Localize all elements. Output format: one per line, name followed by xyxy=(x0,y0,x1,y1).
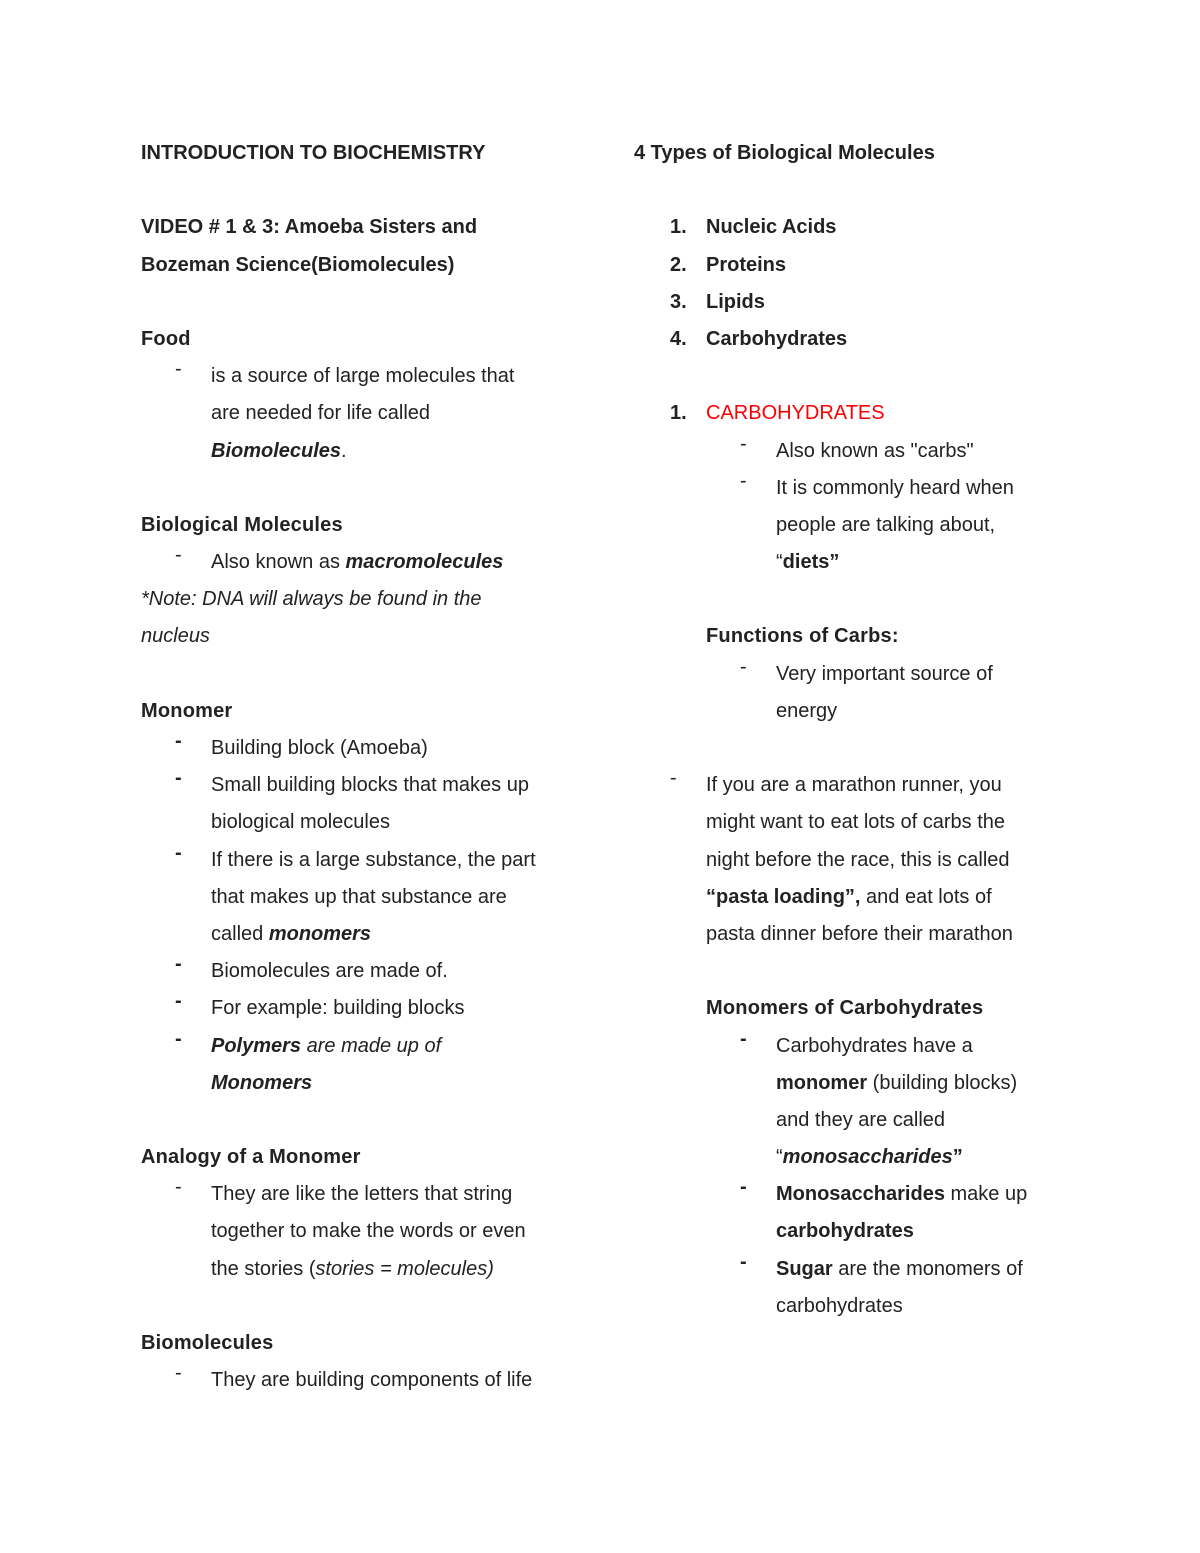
bullet-text: “monosaccharides” xyxy=(776,1146,963,1169)
bullet-text: Monosaccharides make up xyxy=(776,1183,1028,1206)
types-list-item: 3. Lipids xyxy=(670,290,765,313)
monomer-bullet xyxy=(141,990,581,1027)
monomer-bullet xyxy=(141,842,581,954)
bullet-text: Biomolecules. xyxy=(211,439,347,462)
carbohydrates-heading: 1. CARBOHYDRATES xyxy=(670,402,885,425)
bullet-text: Also known as macromolecules xyxy=(211,551,504,574)
bullet-dash: - xyxy=(740,1176,747,1199)
analogy-bullet xyxy=(141,1176,581,1288)
biomolecules-heading: Biomolecules xyxy=(141,1332,274,1354)
biomolecules-bullet xyxy=(141,1362,581,1399)
bullet-dash: - xyxy=(175,1362,182,1385)
bio-bullet xyxy=(141,544,581,581)
bullet-text: called monomers xyxy=(211,922,372,945)
bullet-text: is a source of large molecules that xyxy=(211,365,515,388)
bullet-text: If there is a large substance, the part xyxy=(211,848,536,871)
bullet-text: Small building blocks that makes up xyxy=(211,774,529,797)
term: Sugar xyxy=(776,1257,833,1280)
right-column xyxy=(634,135,1074,1325)
marathon-bullet xyxy=(634,767,1074,953)
bullet-text: Also known as "carbs" xyxy=(776,439,974,462)
bullet-text: might want to eat lots of carbs the xyxy=(706,811,1006,834)
types-list-item: 1. Nucleic Acids xyxy=(670,216,837,239)
monomers-bullet xyxy=(634,1176,1074,1250)
analogy-heading: Analogy of a Monomer xyxy=(141,1146,361,1169)
bullet-dash: - xyxy=(175,1176,182,1199)
bullet-dash: - xyxy=(740,432,747,455)
types-list-item: 4. Carbohydrates xyxy=(670,327,848,350)
bullet-text: Very important source of xyxy=(776,662,993,685)
types-list-item: 2. Proteins xyxy=(670,253,787,276)
monomer-bullet xyxy=(141,767,581,841)
term: diets xyxy=(782,551,830,574)
bullet-text: monomer (building blocks) xyxy=(776,1071,1018,1094)
bullet-text: that makes up that substance are xyxy=(211,885,507,908)
monomers-of-carbs-heading: Monomers of Carbohydrates xyxy=(706,997,984,1020)
bullet-dash: - xyxy=(175,953,182,976)
note: nucleus xyxy=(141,625,210,648)
bullet-text: They are like the letters that string xyxy=(211,1183,513,1206)
monomer-bullet xyxy=(141,953,581,990)
term: “pasta loading”, xyxy=(706,885,861,908)
bullet-text: carbohydrates xyxy=(776,1294,903,1317)
term: monomer xyxy=(776,1071,868,1094)
bullet-text: pasta dinner before their marathon xyxy=(706,922,1013,945)
bullet-text: Carbohydrates have a xyxy=(776,1034,973,1057)
monomer-bullet xyxy=(141,1028,581,1102)
bullet-dash: - xyxy=(740,469,747,492)
bullet-text: the stories (stories = molecules) xyxy=(211,1257,494,1280)
bullet-dash: - xyxy=(740,1250,747,1273)
left-column xyxy=(141,135,581,1399)
bullet-text: are needed for life called xyxy=(211,402,431,425)
bullet-dash: - xyxy=(175,544,182,567)
bullet-text: “pasta loading”, and eat lots of xyxy=(706,885,992,908)
bullet-dash: - xyxy=(740,655,747,678)
bullet-text: Sugar are the monomers of xyxy=(776,1257,1023,1280)
bullet-dash: - xyxy=(175,990,182,1013)
bullet-text: and they are called xyxy=(776,1108,946,1131)
video-line: VIDEO # 1 & 3: Amoeba Sisters and xyxy=(141,216,478,239)
term: Monomers xyxy=(211,1071,313,1094)
term: Monosaccharides xyxy=(776,1183,945,1206)
types-title: 4 Types of Biological Molecules xyxy=(634,142,935,164)
term: monosaccharides xyxy=(782,1146,953,1169)
bullet-dash: - xyxy=(175,767,182,790)
term: monomers xyxy=(268,922,372,945)
bullet-dash: - xyxy=(670,767,677,790)
term: macromolecules xyxy=(345,551,504,574)
bullet-text: They are building components of life xyxy=(211,1369,533,1392)
carbs-bullet xyxy=(634,470,1074,582)
biological-molecules-heading: Biological Molecules xyxy=(141,513,343,536)
term: carbohydrates xyxy=(776,1220,914,1243)
carbs-bullet xyxy=(634,433,1074,470)
bullet-text: Building block (Amoeba) xyxy=(211,737,428,759)
bullet-text: For example: building blocks xyxy=(211,997,465,1020)
bullet-text: It is commonly heard when xyxy=(776,476,1014,499)
bullet-text: If you are a marathon runner, you xyxy=(706,774,1002,797)
monomers-bullet xyxy=(634,1251,1074,1325)
document-title: INTRODUCTION TO BIOCHEMISTRY xyxy=(141,142,486,164)
bullet-text: people are talking about, xyxy=(776,513,996,536)
monomer-bullet xyxy=(141,730,581,767)
bullet-dash: - xyxy=(175,1027,182,1050)
monomer-heading: Monomer xyxy=(141,699,233,722)
bullet-text: energy xyxy=(776,699,838,722)
bullet-text: Polymers are made up of xyxy=(211,1034,442,1057)
bullet-text: Biomolecules are made of. xyxy=(211,960,448,983)
bullet-text: biological molecules xyxy=(211,811,390,834)
term: Polymers xyxy=(211,1034,302,1057)
bullet-dash: - xyxy=(740,1027,747,1050)
term: Biomolecules xyxy=(211,439,342,462)
food-bullet xyxy=(141,358,581,470)
bullet-text: night before the race, this is called xyxy=(706,848,1010,871)
bullet-dash: - xyxy=(175,730,182,752)
bullet-dash: - xyxy=(175,841,182,864)
bullet-text: together to make the words or even xyxy=(211,1220,526,1243)
food-heading: Food xyxy=(141,327,191,350)
bullet-text: “diets” xyxy=(776,551,840,574)
video-line: Bozeman Science(Biomolecules) xyxy=(141,253,455,276)
monomers-bullet xyxy=(634,1028,1074,1177)
functions-heading: Functions of Carbs: xyxy=(706,625,899,648)
bullet-dash: - xyxy=(175,358,182,381)
note: *Note: DNA will always be found in the xyxy=(141,588,482,611)
functions-bullet xyxy=(634,656,1074,730)
